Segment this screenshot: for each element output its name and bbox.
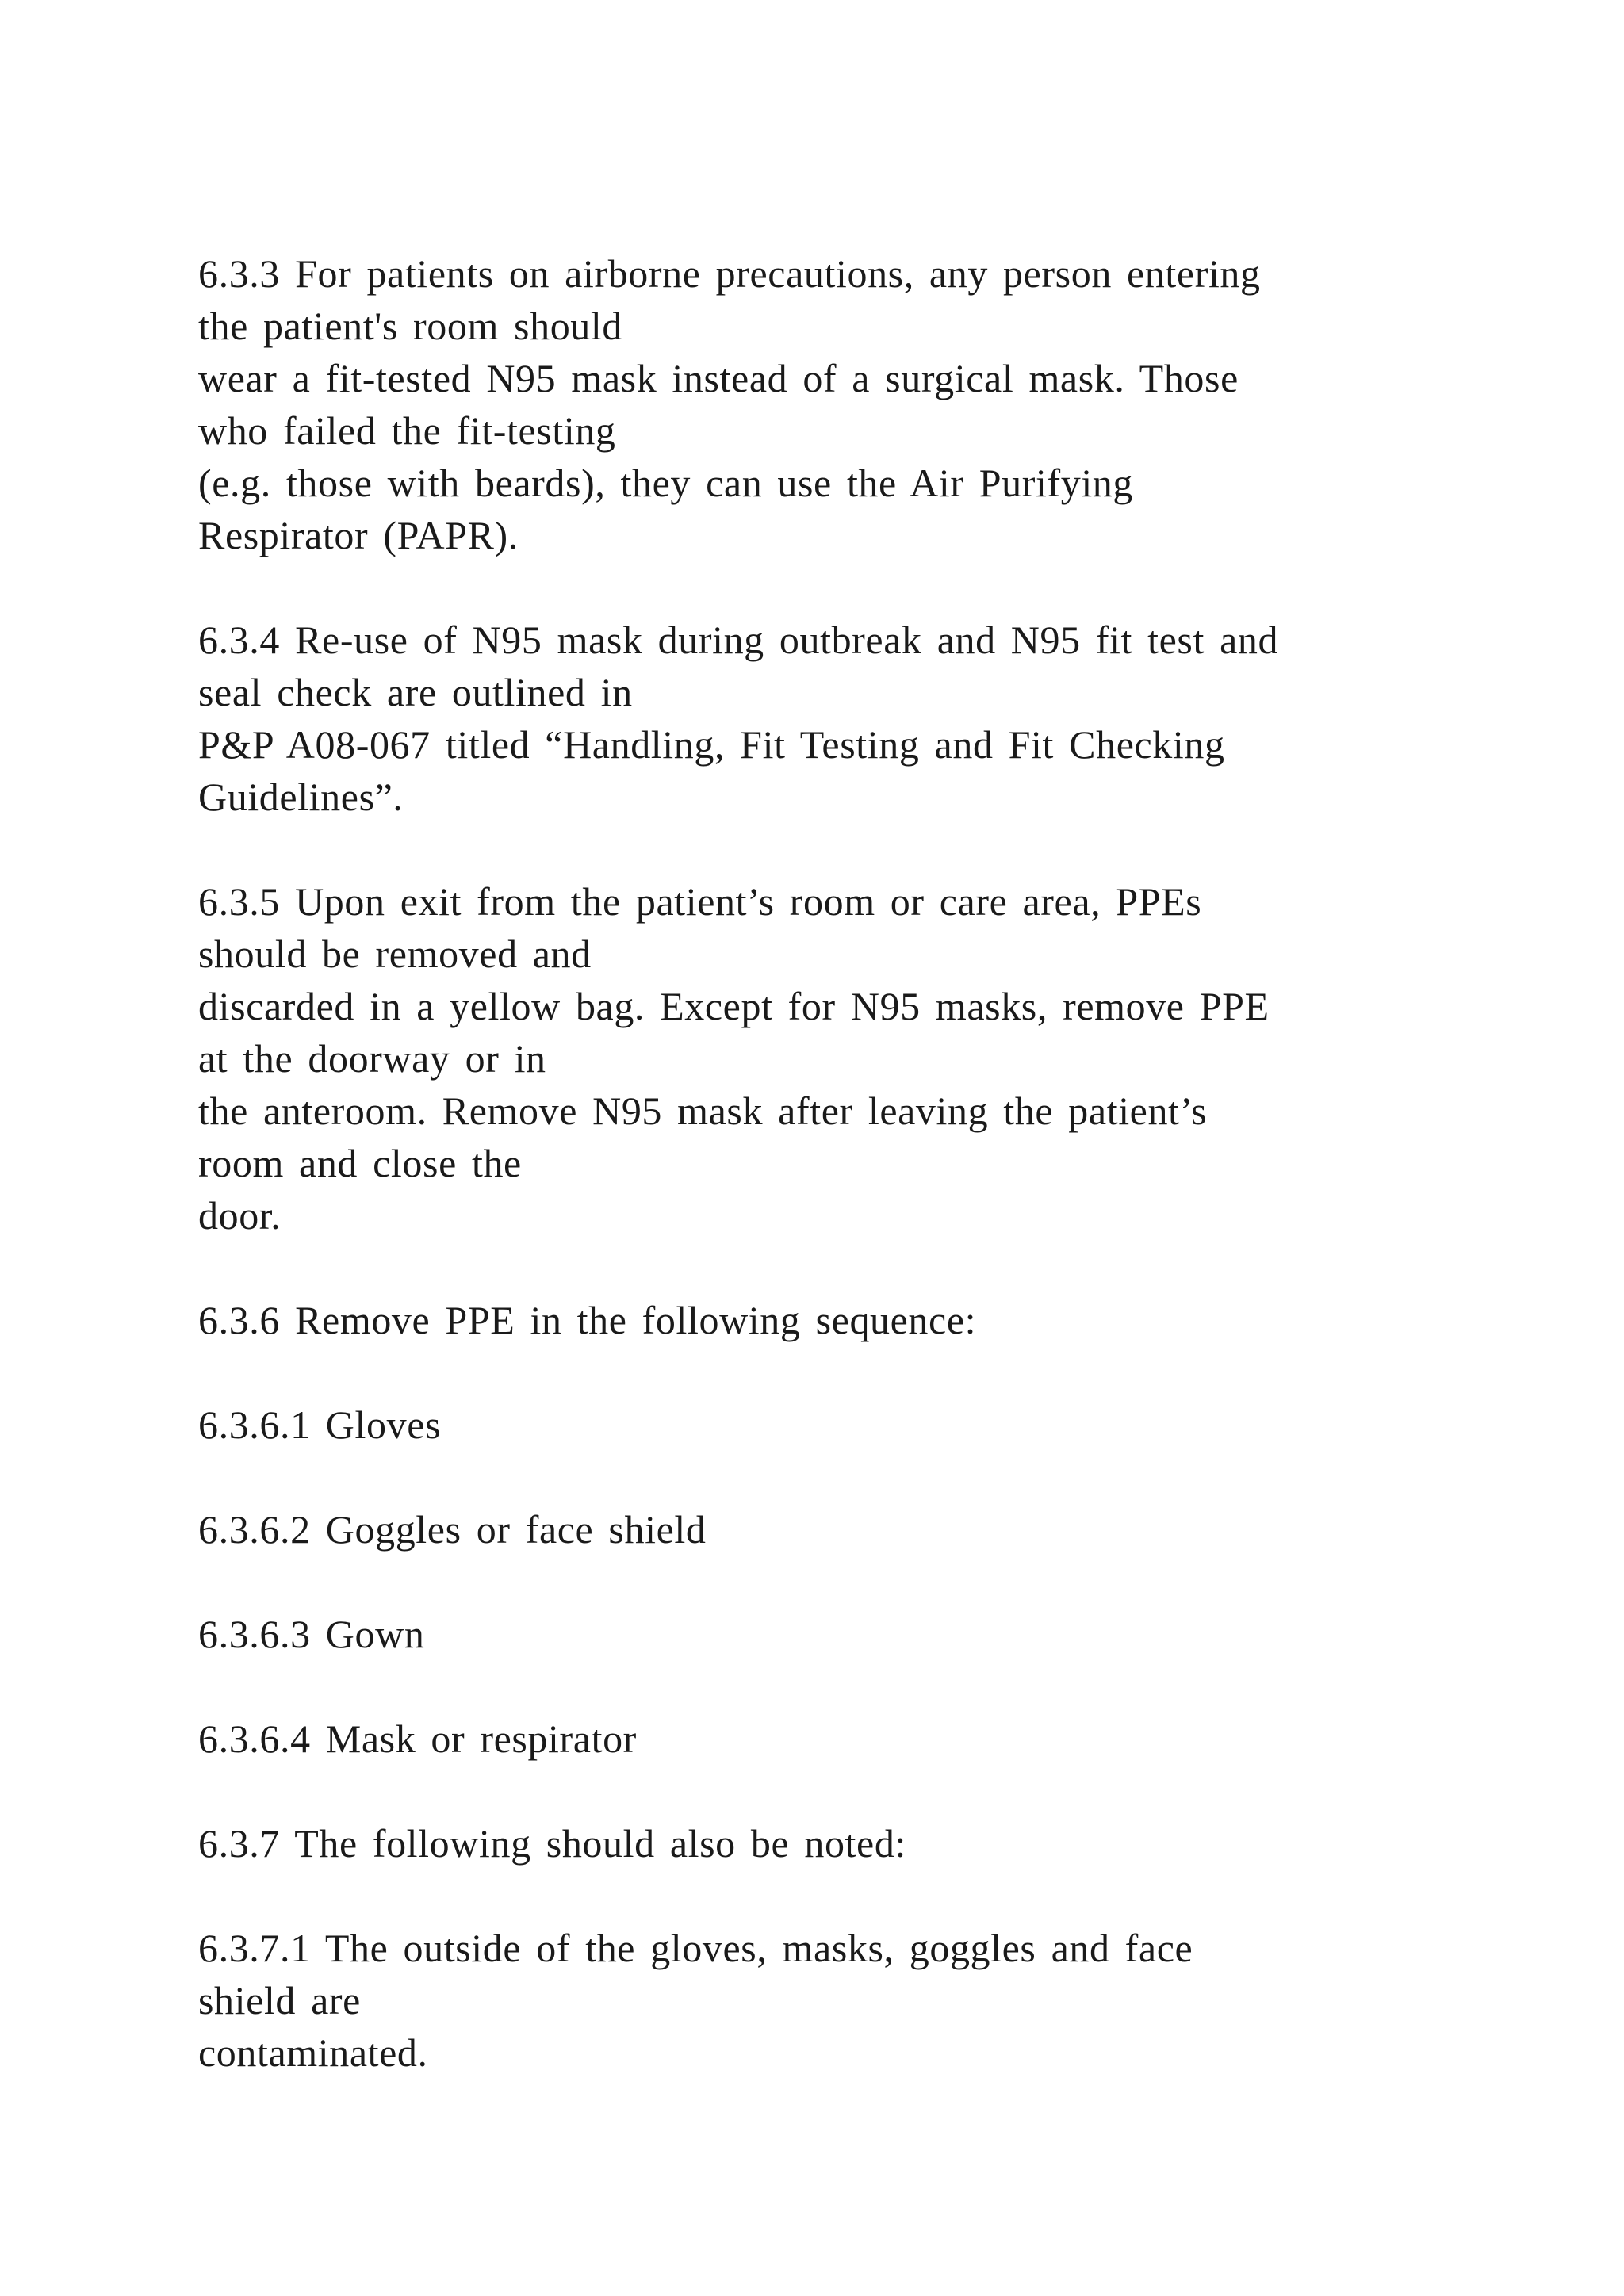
- paragraph-6-3-4: [198, 614, 1435, 823]
- text-line: the anteroom. Remove N95 mask after leaving the patient’s: [198, 1089, 1208, 1133]
- text-line: 6.3.4 Re-use of N95 mask during outbreak and N95 fit test and: [198, 618, 1279, 662]
- text-line: 6.3.5 Upon exit from the patient’s room or care area, PPEs: [198, 879, 1202, 924]
- text-line: 6.3.3 For patients on airborne precautions, any person entering: [198, 251, 1261, 296]
- text-line: contaminated.: [198, 2030, 428, 2075]
- text-line: 6.3.6 Remove PPE in the following sequence:: [198, 1298, 977, 1342]
- text-line: discarded in a yellow bag. Except for N95 masks, remove PPE: [198, 984, 1270, 1028]
- text-line: wear a fit-tested N95 mask instead of a surgical mask. Those: [198, 356, 1239, 400]
- paragraph-6-3-5: [198, 875, 1435, 1242]
- paragraph-6-3-6: [198, 1294, 1435, 1346]
- paragraph-6-3-7: [198, 1817, 1435, 1869]
- text-line: the patient's room should: [198, 304, 623, 348]
- list-item-6-3-6-2: [198, 1503, 1435, 1556]
- list-item-6-3-6-3: [198, 1608, 1435, 1660]
- text-line: should be removed and: [198, 932, 592, 976]
- text-line: at the doorway or in: [198, 1036, 546, 1081]
- text-line: (e.g. those with beards), they can use the Air Purifying: [198, 461, 1134, 505]
- text-line: P&P A08-067 titled “Handling, Fit Testing and Fit Checking: [198, 722, 1225, 767]
- text-line: 6.3.7 The following should also be noted:: [198, 1821, 906, 1866]
- text-line: 6.3.6.1 Gloves: [198, 1402, 442, 1447]
- list-item-6-3-6-4: [198, 1712, 1435, 1765]
- text-line: seal check are outlined in: [198, 670, 633, 714]
- text-line: room and close the: [198, 1141, 522, 1185]
- text-line: Respirator (PAPR).: [198, 513, 519, 557]
- text-line: who failed the fit-testing: [198, 408, 616, 453]
- text-line: 6.3.6.4 Mask or respirator: [198, 1716, 637, 1761]
- paragraph-6-3-7-1: [198, 1922, 1435, 2079]
- document-body: [198, 247, 1435, 2079]
- text-line: Guidelines”.: [198, 775, 404, 819]
- text-line: 6.3.7.1 The outside of the gloves, masks, goggles and face: [198, 1926, 1193, 1970]
- list-item-6-3-6-1: [198, 1399, 1435, 1451]
- text-line: shield are: [198, 1978, 361, 2022]
- text-line: 6.3.6.3 Gown: [198, 1612, 425, 1656]
- text-line: 6.3.6.2 Goggles or face shield: [198, 1507, 707, 1552]
- paragraph-6-3-3: [198, 247, 1435, 561]
- text-line: door.: [198, 1193, 282, 1238]
